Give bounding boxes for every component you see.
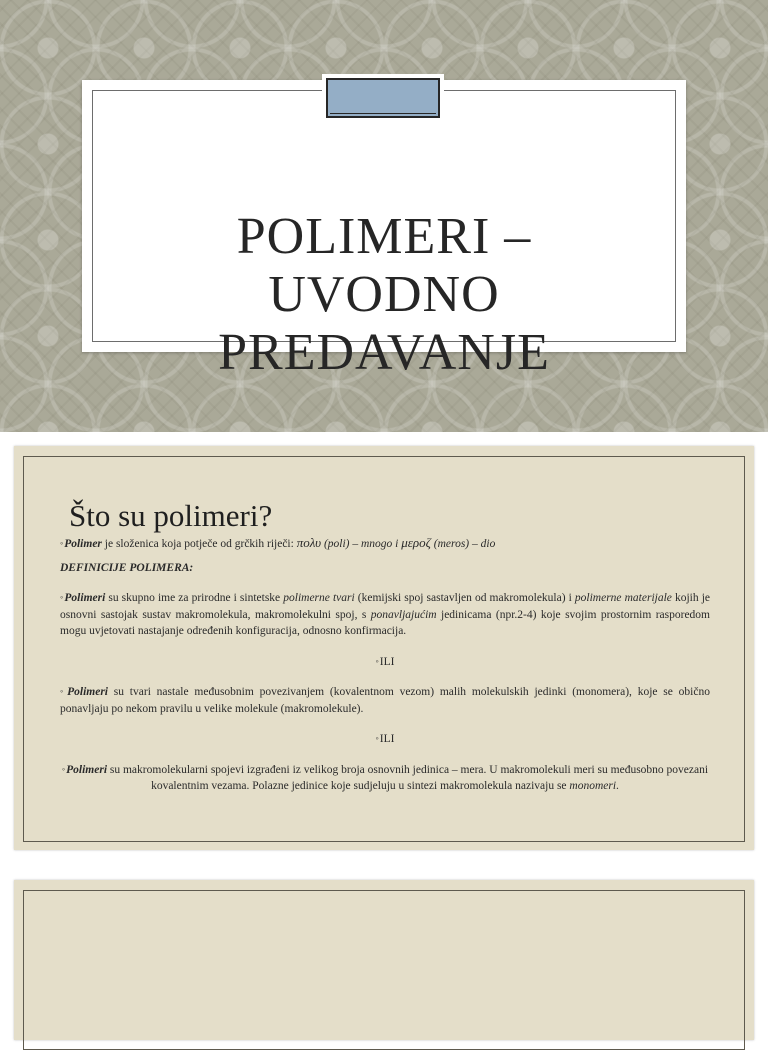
text: (poli) – mnogo i <box>321 538 402 550</box>
next-slide-frame <box>23 890 745 1050</box>
text: su makromolekularni spojevi izgrađeni iz velikog broja osnovnih jedinica – mera. U makromolekuli meri su međusobno povezani kovalentnim vezama. Polazne jedinice koje sudjeluju u sintezi makromolekula nazivaju se <box>107 763 709 792</box>
content-slide <box>14 446 754 850</box>
etymology-paragraph <box>60 535 710 553</box>
slide-title-line-2: UVODNO <box>268 266 500 323</box>
definition-paragraph-2 <box>60 683 710 717</box>
slide-body <box>60 535 710 795</box>
italic-text: polimerne materijale <box>574 592 672 604</box>
italic-text: ponavljajućim <box>370 608 437 621</box>
term: Polimeri <box>67 686 108 698</box>
italic-text: polimerne tvari <box>283 592 355 604</box>
bullet-icon: ◦ <box>60 686 67 696</box>
bullet-icon: ◦ <box>60 538 64 548</box>
or-separator-2 <box>60 730 710 748</box>
text: (kemijski spoj sastavljen od makromolekula) i <box>354 592 575 604</box>
term: Polimer <box>64 538 102 550</box>
bullet-icon: ◦ <box>375 655 379 666</box>
bullet-icon: ◦ <box>61 763 66 774</box>
title-slide <box>0 0 768 432</box>
italic-text: monomeri <box>569 780 617 792</box>
bullet-icon: ◦ <box>375 733 379 743</box>
slide-heading: Što su polimeri? <box>69 498 273 533</box>
greek-word: μεροζ <box>401 535 431 550</box>
text: kojih je osnovni sastojak sustav makromolekula, makromolekulni spoj, s <box>60 592 710 621</box>
text: jedinicama (npr.2-4) koje svojim prostornim rasporedom mogu uvjetovati nastajanje određenih konfiguracija, odnosno konfirmacija. <box>60 608 710 637</box>
or-label: ILI <box>379 733 395 745</box>
or-separator-1 <box>60 653 710 671</box>
text: su skupno ime za prirodne i sintetske <box>105 592 284 604</box>
title-accent-bar <box>326 78 440 118</box>
definition-paragraph-1 <box>60 589 710 640</box>
text: su tvari nastale međusobnim povezivanjem (kovalentnom vezom) malih molekulskih jedinki (monomera), koje se obično ponavljaju po nekom pravilu u velike molekule (makromolekule). <box>60 686 710 715</box>
definitions-heading: DEFINICIJE POLIMERA: <box>60 561 194 574</box>
term: Polimeri <box>64 592 106 604</box>
slide-title <box>82 208 686 382</box>
greek-word: πολυ <box>296 535 322 550</box>
term: Polimeri <box>66 763 108 776</box>
definition-paragraph-3 <box>60 761 710 795</box>
next-slide <box>14 880 754 1040</box>
bullet-icon: ◦ <box>60 592 64 602</box>
text: (meros) – dio <box>430 538 496 550</box>
slide-title-line-1: POLIMERI – <box>236 208 532 265</box>
or-label: ILI <box>379 655 395 668</box>
title-card <box>82 80 686 381</box>
text: . <box>616 780 619 792</box>
text: je složenica koja potječe od grčkih riječi: <box>101 538 297 550</box>
slide-title-line-3: PREDAVANJE <box>218 324 550 381</box>
